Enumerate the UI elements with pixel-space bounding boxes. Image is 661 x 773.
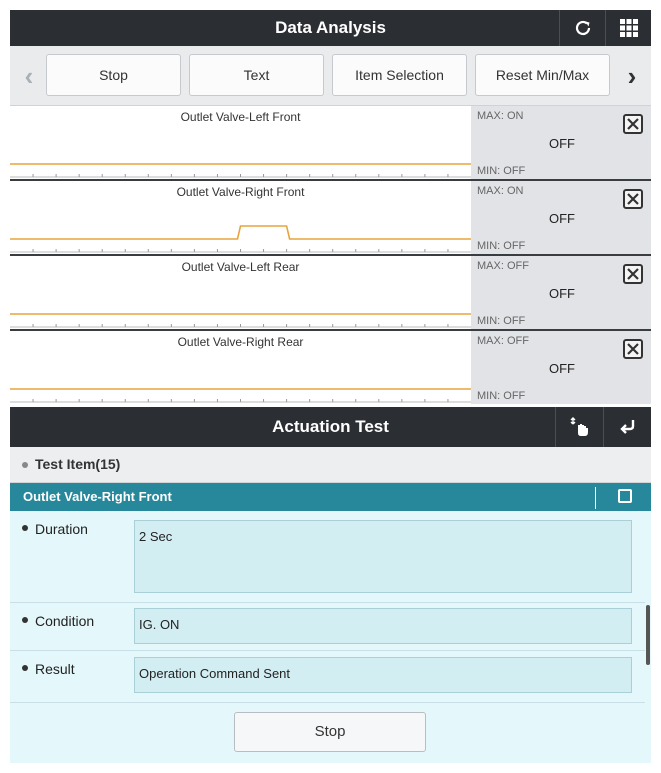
graph-row — [10, 181, 651, 256]
condition-field[interactable]: IG. ON — [134, 608, 632, 644]
min-value: MIN: OFF — [477, 165, 526, 177]
current-value: OFF — [549, 136, 575, 151]
text-button[interactable]: Text — [189, 54, 324, 96]
close-graph-button[interactable] — [623, 264, 643, 284]
max-value: MAX: ON — [477, 110, 524, 122]
graph-title: Outlet Valve-Right Front — [176, 185, 305, 199]
chevron-left-icon: ‹ — [24, 61, 34, 91]
result-row — [10, 651, 645, 703]
duration-label: Duration — [22, 521, 88, 537]
reset-min-max-button[interactable]: Reset Min/Max — [475, 54, 610, 96]
menu-button[interactable] — [605, 10, 651, 46]
close-icon — [627, 118, 639, 130]
close-graph-button[interactable] — [623, 189, 643, 209]
result-label: Result — [22, 661, 75, 677]
condition-row — [10, 603, 645, 651]
graph-row — [10, 106, 651, 181]
touch-gesture-icon — [569, 416, 591, 438]
graph-plot — [10, 256, 471, 329]
return-arrow-icon — [618, 417, 638, 437]
selected-test-item-label: Outlet Valve-Right Front — [23, 489, 172, 504]
test-item-label: Test Item(15) — [35, 456, 121, 472]
toolbar-next-button[interactable] — [615, 46, 649, 106]
graph-plot — [10, 181, 471, 254]
current-value: OFF — [549, 211, 575, 226]
toolbar-prev-button[interactable] — [12, 46, 46, 106]
chevron-right-icon: › — [627, 61, 637, 91]
return-button[interactable] — [603, 407, 651, 447]
toolbar — [10, 46, 651, 106]
current-value: OFF — [549, 361, 575, 376]
item-selection-button[interactable]: Item Selection — [332, 54, 467, 96]
actuation-test-title: Actuation Test — [272, 417, 389, 436]
duration-row — [10, 511, 645, 603]
touch-mode-button[interactable] — [555, 407, 603, 447]
info-icon[interactable] — [618, 489, 632, 503]
scrollbar[interactable] — [646, 605, 650, 665]
close-icon — [627, 343, 639, 355]
graph-value-panel — [471, 181, 651, 254]
graph-row — [10, 256, 651, 331]
current-value: OFF — [549, 286, 575, 301]
stop-test-button[interactable]: Stop — [234, 712, 426, 752]
graph-value-panel — [471, 256, 651, 329]
actuation-test-header — [10, 407, 651, 447]
close-icon — [627, 268, 639, 280]
grid-menu-icon — [619, 18, 639, 38]
graph-value-panel — [471, 331, 651, 404]
condition-label: Condition — [22, 613, 94, 629]
page-title: Data Analysis — [275, 18, 386, 37]
refresh-button[interactable] — [559, 10, 605, 46]
test-item-header[interactable] — [10, 447, 651, 483]
close-graph-button[interactable] — [623, 114, 643, 134]
min-value: MIN: OFF — [477, 240, 526, 252]
result-field: Operation Command Sent — [134, 657, 632, 693]
selected-test-item[interactable] — [10, 483, 651, 511]
graph-title: Outlet Valve-Left Rear — [181, 260, 300, 274]
refresh-icon — [573, 18, 593, 38]
graph-row — [10, 331, 651, 406]
close-icon — [627, 193, 639, 205]
min-value: MIN: OFF — [477, 390, 526, 402]
min-value: MIN: OFF — [477, 315, 526, 327]
close-graph-button[interactable] — [623, 339, 643, 359]
graph-plot — [10, 106, 471, 179]
title-bar — [10, 10, 651, 46]
max-value: MAX: OFF — [477, 260, 529, 272]
max-value: MAX: ON — [477, 185, 524, 197]
max-value: MAX: OFF — [477, 335, 529, 347]
graph-title: Outlet Valve-Right Rear — [177, 335, 304, 349]
divider — [595, 487, 596, 509]
graph-title: Outlet Valve-Left Front — [180, 110, 301, 124]
duration-field[interactable]: 2 Sec — [134, 520, 632, 593]
stop-button[interactable]: Stop — [46, 54, 181, 96]
signal-line — [10, 226, 471, 239]
graph-value-panel — [471, 106, 651, 179]
graph-plot — [10, 331, 471, 404]
bullet-dot-icon — [22, 462, 28, 468]
